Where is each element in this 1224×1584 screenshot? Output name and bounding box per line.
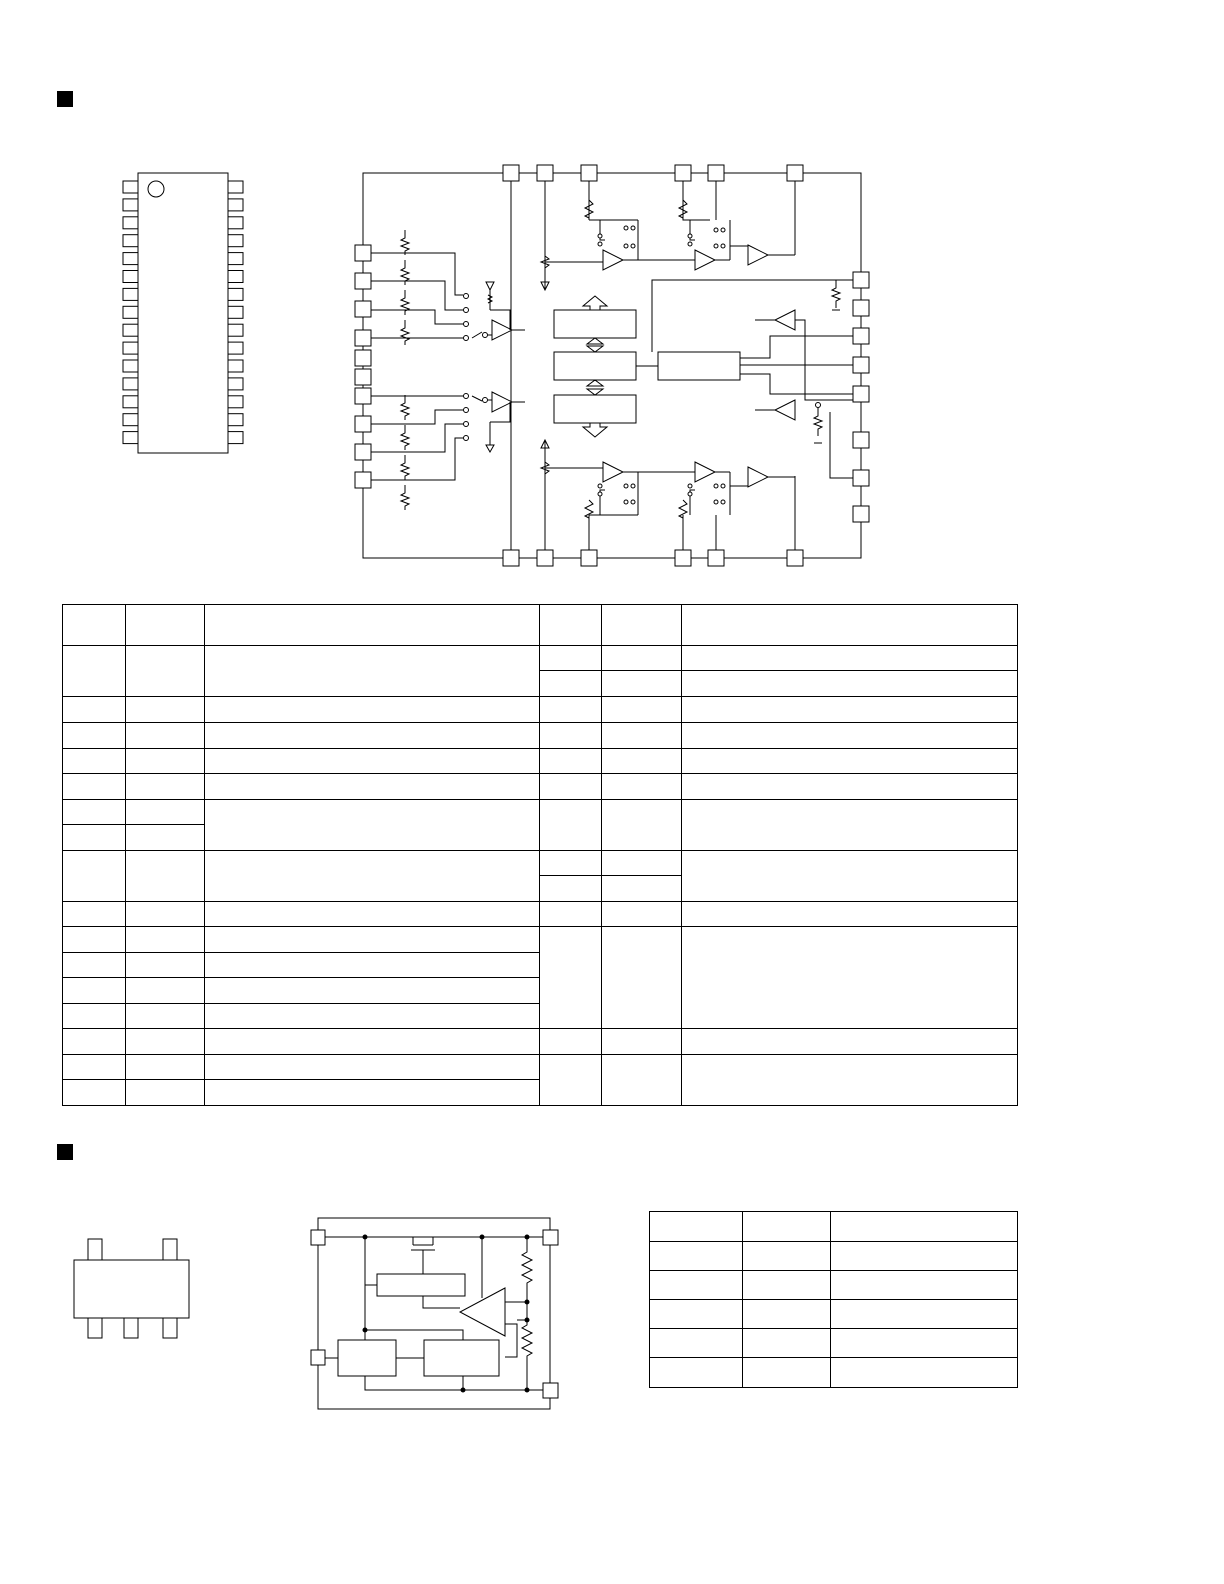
table-header-row bbox=[650, 1212, 1018, 1242]
dip-pin-right bbox=[228, 378, 243, 390]
dip-pin-right bbox=[228, 342, 243, 354]
regulator-block-diagram bbox=[305, 1212, 565, 1414]
section-1-marker-icon bbox=[57, 91, 73, 107]
dip-pin-left bbox=[123, 360, 138, 372]
dip-pin-right bbox=[228, 253, 243, 265]
dip-pin-left bbox=[123, 253, 138, 265]
dip-pin-right bbox=[228, 235, 243, 247]
table-row bbox=[650, 1329, 1018, 1358]
table-row bbox=[63, 800, 1018, 825]
audio-processor-pin-table bbox=[62, 604, 1018, 1106]
table-row bbox=[63, 927, 1018, 953]
dip-pin-left bbox=[123, 432, 138, 444]
sot-package-outline bbox=[70, 1236, 194, 1342]
dip-pin-right bbox=[228, 199, 243, 211]
dip-pin-right bbox=[228, 181, 243, 193]
table-row bbox=[650, 1242, 1018, 1271]
table-row bbox=[63, 774, 1018, 800]
dip-pin-left bbox=[123, 288, 138, 300]
audio-processor-block-diagram bbox=[350, 160, 880, 572]
dip-pin-right bbox=[228, 217, 243, 229]
table-row bbox=[63, 697, 1018, 723]
table-row bbox=[63, 749, 1018, 774]
dip-pin-right bbox=[228, 360, 243, 372]
dip-package-outline bbox=[118, 168, 250, 458]
table-row bbox=[650, 1271, 1018, 1300]
table-row bbox=[63, 646, 1018, 671]
regulator-pin-table bbox=[649, 1211, 1018, 1388]
table-row bbox=[63, 1029, 1018, 1055]
table-row bbox=[63, 1055, 1018, 1080]
dip-pin-left bbox=[123, 324, 138, 336]
dip-pin-left bbox=[123, 271, 138, 283]
dip-pin-left bbox=[123, 378, 138, 390]
table-row bbox=[63, 723, 1018, 749]
dip-pin-left bbox=[123, 414, 138, 426]
dip-pin-right bbox=[228, 432, 243, 444]
dip-pin-right bbox=[228, 271, 243, 283]
dip-pin-left bbox=[123, 199, 138, 211]
table-row bbox=[63, 851, 1018, 876]
dip-pin-left bbox=[123, 342, 138, 354]
section-2-marker-icon bbox=[57, 1144, 73, 1160]
dip-pin-right bbox=[228, 306, 243, 318]
dip-pin-right bbox=[228, 414, 243, 426]
dip-pin-left bbox=[123, 181, 138, 193]
dip-pin-left bbox=[123, 217, 138, 229]
table-row bbox=[63, 902, 1018, 927]
dip-pin-left bbox=[123, 396, 138, 408]
dip-pin-left bbox=[123, 306, 138, 318]
dip-pin-right bbox=[228, 396, 243, 408]
table-header-row bbox=[63, 605, 1018, 646]
dip-pin-left bbox=[123, 235, 138, 247]
table-row bbox=[650, 1358, 1018, 1388]
dip-pin-right bbox=[228, 324, 243, 336]
table-row bbox=[650, 1300, 1018, 1329]
dip-pin-right bbox=[228, 288, 243, 300]
